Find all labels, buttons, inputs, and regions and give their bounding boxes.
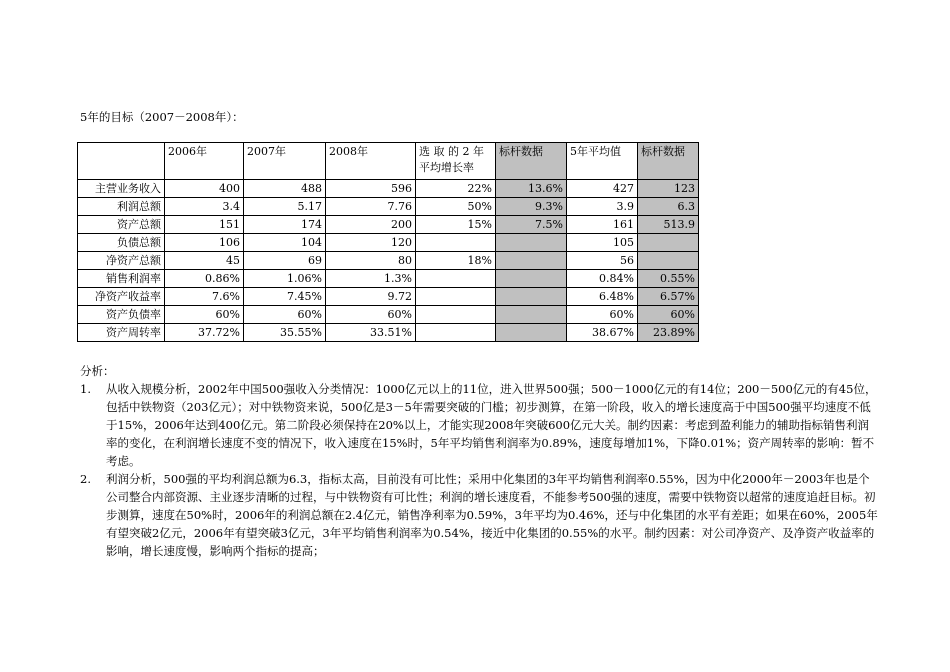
header-cell: 标杆数据 (638, 143, 699, 180)
table-cell: 161 (567, 216, 638, 234)
row-label: 净资产总额 (78, 252, 165, 270)
table-cell: 69 (244, 252, 326, 270)
table-cell: 596 (326, 180, 416, 198)
row-label: 净资产收益率 (78, 288, 165, 306)
table-row (78, 234, 699, 252)
table-cell: 174 (244, 216, 326, 234)
table-cell: 104 (244, 234, 326, 252)
table-cell: 60% (638, 306, 699, 324)
header-cell: 2008年 (326, 143, 416, 180)
table-cell: 200 (326, 216, 416, 234)
header-cell (78, 143, 165, 180)
table-cell: 23.89% (638, 324, 699, 342)
page-heading: 5年的目标（2007－2008年）： (80, 110, 244, 124)
table-cell (416, 270, 496, 288)
table-cell: 9.72 (326, 288, 416, 306)
analysis-text: 从收入规模分析，2002年中国500强收入分类情况：1000亿元以上的11位，进入世界500强；500－1000亿元的有14位；200－500亿元的有45位，包括中铁物资（203亿元）；对中铁物资来说，500亿是3－5年需要突破的门槛；初步测算，在第一阶段，收入的增长速度高于中国500强平均速度不低于15%，2006年达到400亿元。第二阶段必须保持在20%以上，才能实现2008年突破600亿元大关。制约因素：考虑到盈利能力的辅助指标销售利润率的变化，在利润增长速度不变的情况下，收入速度在15%时，5年平均销售利润率为0.89%，速度每增加1%，下降0.01%；资产周转率的影响：暂不考虑。 (106, 382, 877, 468)
table-cell: 15% (416, 216, 496, 234)
table-cell: 3.9 (567, 198, 638, 216)
row-label: 资产总额 (78, 216, 165, 234)
table-cell: 13.6% (496, 180, 567, 198)
table-cell: 0.55% (638, 270, 699, 288)
table-cell: 45 (165, 252, 244, 270)
list-number: 1. (80, 382, 91, 396)
table-cell (638, 234, 699, 252)
table-cell: 38.67% (567, 324, 638, 342)
table-cell (496, 288, 567, 306)
table-cell: 488 (244, 180, 326, 198)
analysis-section (80, 362, 880, 560)
table-cell: 60% (165, 306, 244, 324)
table-cell: 106 (165, 234, 244, 252)
table-cell: 7.5% (496, 216, 567, 234)
analysis-title: 分析： (80, 364, 115, 378)
targets-table (77, 142, 699, 342)
table-cell: 60% (326, 306, 416, 324)
row-label: 资产负债率 (78, 306, 165, 324)
table-cell: 60% (244, 306, 326, 324)
table-cell: 427 (567, 180, 638, 198)
table-row (78, 198, 699, 216)
table-cell: 9.3% (496, 198, 567, 216)
table-cell: 1.06% (244, 270, 326, 288)
table-cell: 7.6% (165, 288, 244, 306)
table-cell (416, 234, 496, 252)
row-label: 利润总额 (78, 198, 165, 216)
row-label: 负债总额 (78, 234, 165, 252)
table-cell: 400 (165, 180, 244, 198)
table-row (78, 180, 699, 198)
table-row (78, 288, 699, 306)
table-cell (416, 324, 496, 342)
table-cell (496, 270, 567, 288)
table-cell: 1.3% (326, 270, 416, 288)
table-cell (638, 252, 699, 270)
table-row (78, 306, 699, 324)
header-cell: 选 取 的 2 年平均增长率 (416, 143, 496, 180)
analysis-item (80, 470, 880, 560)
table-cell: 5.17 (244, 198, 326, 216)
header-cell: 2006年 (165, 143, 244, 180)
table-cell: 3.4 (165, 198, 244, 216)
header-cell: 2007年 (244, 143, 326, 180)
list-number: 2. (80, 472, 91, 486)
table-row (78, 216, 699, 234)
table-cell: 120 (326, 234, 416, 252)
table-cell: 22% (416, 180, 496, 198)
table-cell: 7.76 (326, 198, 416, 216)
table-row (78, 324, 699, 342)
table-row (78, 252, 699, 270)
table-cell (496, 234, 567, 252)
table-cell (496, 306, 567, 324)
table-cell (416, 288, 496, 306)
table-cell: 513.9 (638, 216, 699, 234)
table-cell: 35.55% (244, 324, 326, 342)
row-label: 资产周转率 (78, 324, 165, 342)
analysis-list (80, 380, 880, 560)
table-cell: 151 (165, 216, 244, 234)
header-cell: 5年平均值 (567, 143, 638, 180)
table-cell: 7.45% (244, 288, 326, 306)
table-cell: 37.72% (165, 324, 244, 342)
table-cell (496, 324, 567, 342)
table-cell: 6.3 (638, 198, 699, 216)
header-cell: 标杆数据 (496, 143, 567, 180)
table-cell (416, 306, 496, 324)
table-cell: 6.57% (638, 288, 699, 306)
analysis-item (80, 380, 880, 470)
analysis-text: 利润分析，500强的平均利润总额为6.3，指标太高，目前没有可比性；采用中化集团的3年平均销售利润率0.55%，因为中化2000年－2003年也是个公司整合内部资源、主业逐步清晰的过程，与中铁物资有可比性；利润的增长速度看，不能参考500强的速度，需要中铁物资以超常的速度追赶目标。初步测算，速度在50%时，2006年的利润总额在2.4亿元，销售净利率为0.59%，3年平均为0.46%，还与中化集团的水平有差距；如果在60%，2005年有望突破2亿元，2006年有望突破3亿元，3年平均销售利润率为0.54%，接近中化集团的0.55%的水平。制约因素：对公司净资产、及净资产收益率的影响，增长速度慢，影响两个指标的提高； (106, 472, 878, 558)
table-row (78, 270, 699, 288)
table-cell: 60% (567, 306, 638, 324)
table-cell: 0.84% (567, 270, 638, 288)
table-cell: 123 (638, 180, 699, 198)
table-cell: 18% (416, 252, 496, 270)
table-header-row (78, 143, 699, 180)
row-label: 主营业务收入 (78, 180, 165, 198)
row-label: 销售利润率 (78, 270, 165, 288)
table-cell: 105 (567, 234, 638, 252)
table-cell: 56 (567, 252, 638, 270)
table-cell: 50% (416, 198, 496, 216)
table-cell: 80 (326, 252, 416, 270)
table-cell: 6.48% (567, 288, 638, 306)
table-cell (496, 252, 567, 270)
table-cell: 33.51% (326, 324, 416, 342)
table-cell: 0.86% (165, 270, 244, 288)
